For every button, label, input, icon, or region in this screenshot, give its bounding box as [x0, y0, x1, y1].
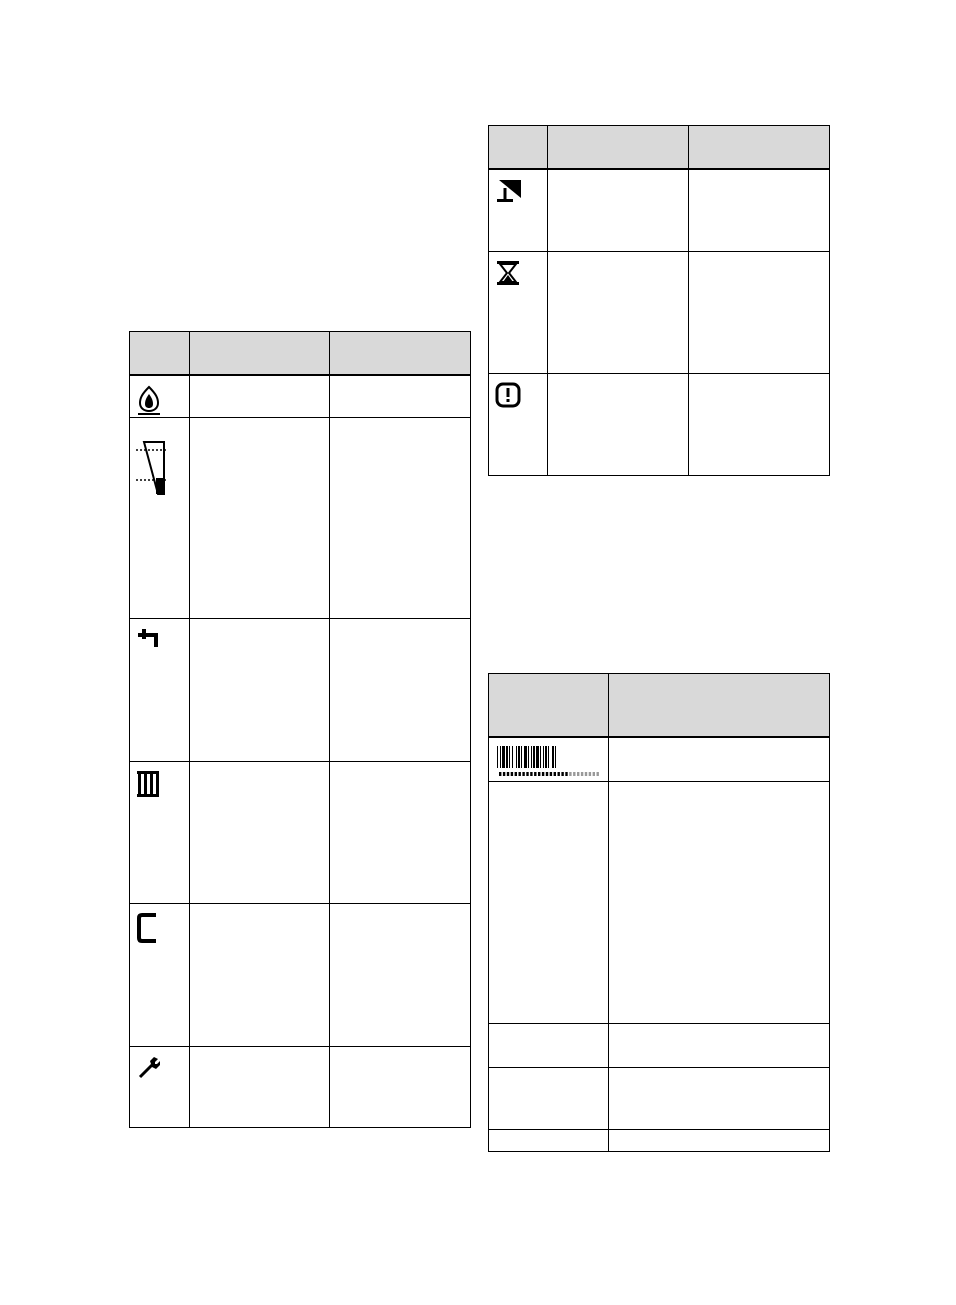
symbol-table-right — [488, 125, 830, 476]
header-meaning — [190, 332, 330, 375]
table-cell — [609, 737, 830, 782]
radiator-heating-icon — [136, 770, 162, 798]
table-row — [489, 374, 830, 476]
table-row — [130, 1047, 471, 1128]
table-cell — [489, 1024, 609, 1068]
hourglass-icon — [495, 260, 521, 286]
table-row — [130, 904, 471, 1047]
table-cell — [190, 1047, 330, 1128]
table-row — [489, 782, 830, 1024]
table-cell — [689, 169, 830, 252]
wrench-service-icon — [136, 1055, 162, 1081]
header-description — [689, 126, 830, 169]
table-cell — [190, 375, 330, 418]
identification-table — [488, 673, 830, 1152]
header-meaning — [548, 126, 689, 169]
table-row — [489, 1024, 830, 1068]
hot-water-tap-icon — [136, 627, 162, 649]
table-cell — [689, 252, 830, 374]
table-row — [489, 169, 830, 252]
table-cell — [548, 252, 689, 374]
table-row — [489, 252, 830, 374]
table-cell — [330, 418, 471, 619]
table-cell — [190, 762, 330, 904]
table-cell — [548, 169, 689, 252]
table-row — [130, 762, 471, 904]
header-value — [609, 674, 830, 737]
barcode-label-icon — [497, 746, 601, 778]
table-cell — [330, 619, 471, 762]
table-cell — [609, 782, 830, 1024]
table-cell — [330, 375, 471, 418]
burner-modulation-level-icon — [136, 440, 168, 496]
table-cell — [190, 904, 330, 1047]
header-item — [489, 674, 609, 737]
holiday-umbrella-icon — [495, 178, 523, 204]
table-cell — [609, 1024, 830, 1068]
table-row — [489, 737, 830, 782]
symbol-table-left — [129, 331, 471, 1128]
table-row — [130, 375, 471, 418]
flame-on-icon — [136, 384, 162, 416]
header-symbol — [489, 126, 548, 169]
table-cell — [489, 1130, 609, 1152]
table-cell — [330, 1047, 471, 1128]
table-cell — [489, 782, 609, 1024]
warning-exclamation-icon — [495, 382, 521, 408]
table-cell — [689, 374, 830, 476]
table-row — [130, 619, 471, 762]
table-row — [130, 418, 471, 619]
chimney-sweep-c-icon — [136, 912, 162, 944]
table-row — [489, 1130, 830, 1152]
table-cell — [609, 1130, 830, 1152]
table-cell — [489, 1068, 609, 1130]
table-cell — [330, 904, 471, 1047]
table-row — [489, 1068, 830, 1130]
table-cell — [190, 418, 330, 619]
header-symbol — [130, 332, 190, 375]
table-cell — [548, 374, 689, 476]
table-cell — [330, 762, 471, 904]
table-cell — [190, 619, 330, 762]
table-cell — [609, 1068, 830, 1130]
header-description — [330, 332, 471, 375]
